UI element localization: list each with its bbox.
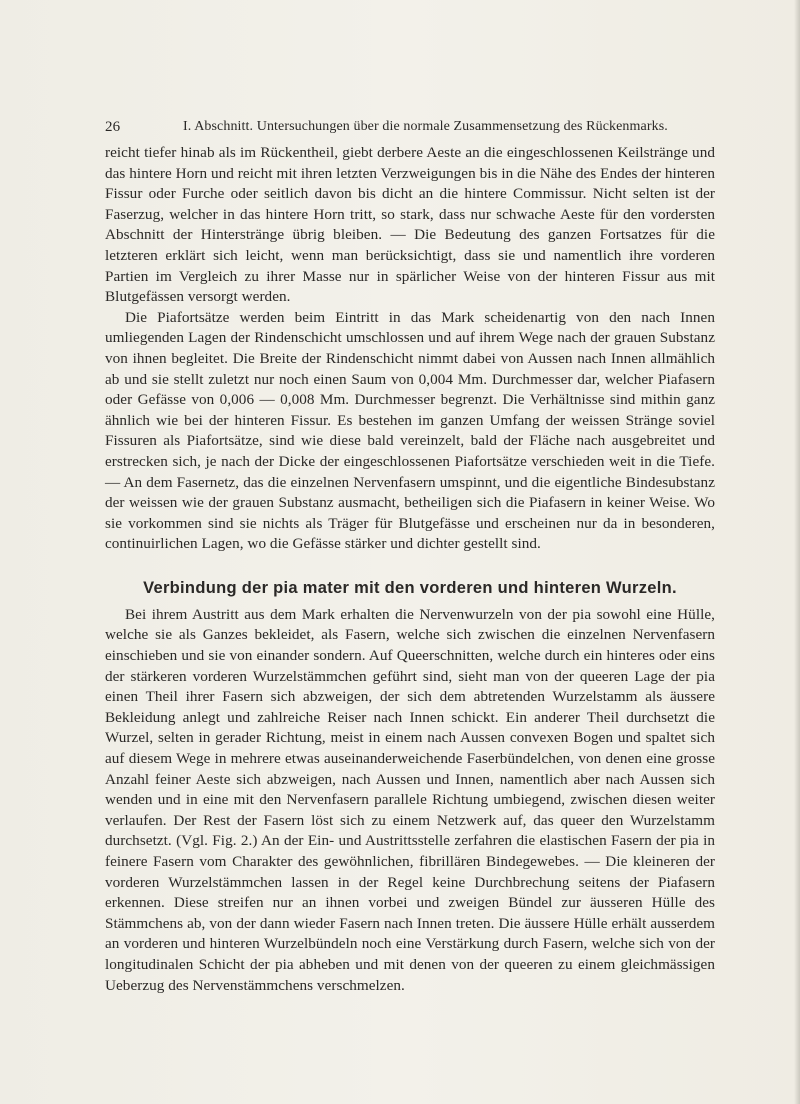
paragraph-piafortsaetze: Die Piafortsätze werden beim Eintritt in das Mark scheidenartig von den nach Innen umliegenden Lagen der Rindenschicht umschlossen und auf ihrem Wege nach der grauen Substanz von ihnen begleitet. Die Breite der Rindenschicht nimmt dabei von Aussen nach Innen allmählich ab und sie stellt zuletzt nur noch einen Saum von 0,004 Mm. Durchmesser dar, welcher Piafasern oder Gefässe von 0,006 — 0,008 Mm. Durchmesser begrenzt. Die Verhältnisse sind mithin ganz ähnlich wie bei der hinteren Fissur. Es bestehen im ganzen Umfang der weissen Stränge soviel Fissuren als Piafortsätze, sind wie diese bald vereinzelt, bald der Fläche nach ausgebreitet und erstrecken sich, je nach der Dicke der eingeschlossenen Piafortsätze verschieden weit in die Tiefe. — An dem Fasernetz, das die einzelnen Nervenfasern umspinnt, und die eigentliche Bindesubstanz der weissen wie der grauen Substanz ausmacht, betheiligen sich die Piafasern in keiner Weise. Wo sie vorkommen sind sie nichts als Träger für Blutgefässe und erscheinen nur da in besonderen, continuirlichen Lagen, wo die Gefässe stärker und dichter gestellt sind.: [105, 308, 715, 553]
page-number: 26: [105, 119, 121, 135]
paragraph-wurzeln: Bei ihrem Austritt aus dem Mark erhalten die Nervenwurzeln von der pia sowohl eine Hülle, welche sie als Ganzes bekleidet, als Fasern, welche sich zwischen die einzelnen Nervenfasern einschieben und sie von einander sondern. Auf Queerschnitten, welche durch ein hinteres oder eins der stärkeren vorderen Wurzelstämmchen geführt sind, sieht man von der queeren Lage der pia einen Theil ihrer Fasern sich abzweigen, der sich dem abtretenden Wurzelstamm als äussere Bekleidung anlegt und zahlreiche Reiser nach Innen schickt. Ein anderer Theil durchsetzt die Wurzel, selten in gerader Richtung, meist in einem nach Aussen convexen Bogen und spaltet sich auf diesem Wege in mehrere etwas auseinanderweichende Faserbündelchen, von denen eine grosse Anzahl feiner Aeste sich abzweigen, nach Aussen und Innen, namentlich aber nach Aussen sich wenden und in eine mit den Nervenfasern parallele Richtung umbiegend, zwischen diesen weiter verlaufen. Der Rest der Fasern löst sich zu einem Netzwerk auf, das queer den Wurzelstamm durchsetzt. (Vgl. Fig. 2.) An der Ein- und Austrittsstelle zerfahren die elastischen Fasern der pia in feinere Fasern vom Charakter des gewöhnlichen, fibrillären Bindegewebes. — Die kleineren der vorderen Wurzelstämmchen lassen in der Regel keine Durchbrechung seitens der Piafasern erkennen. Diese streifen nur an ihnen vorbei und zweigen Bündel zur äusseren Hülle des Stämmchens ab, von der dann wieder Fasern nach Innen treten. Die äussere Hülle erhält ausserdem an vorderen und hinteren Wurzelbündeln noch eine Verstärkung durch Fasern, welche sich von der longitudinalen Schicht der pia abheben und mit denen von der queeren zu einem gleichmässigen Ueberzug des Nervenstämmchens verschmelzen.: [105, 605, 715, 994]
body-text: [105, 143, 715, 996]
section-heading: Verbindung der pia mater mit den vorderen und hinteren Wurzeln.: [143, 578, 677, 597]
running-head: [105, 117, 715, 137]
running-head-title: I. Abschnitt. Untersuchungen über die normale Zusammensetzung des Rückenmarks.: [183, 119, 668, 134]
paragraph-continued: reicht tiefer hinab als im Rückentheil, giebt derbere Aeste an die eingeschlossenen Keilstränge und das hintere Horn und reicht mit ihren letzten Verzweigungen bis in die Nähe des Endes der hinteren Fissur oder Furche oder seitlich davon bis dicht an die hintere Commissur. Nicht selten ist der Faserzug, welcher in das hintere Horn tritt, so stark, dass nur schwache Aeste für den vordersten Abschnitt der Hinterstränge übrig bleiben. — Die Bedeutung des ganzen Fortsatzes für die letzteren erklärt sich leicht, wenn man berücksichtigt, dass sie und namentlich ihre vorderen Partien im Vergleich zu ihrer Masse nur in spärlicher Weise von der hinteren Fissur aus mit Blutgefässen versorgt werden.: [105, 144, 715, 306]
page-edge-shadow: [794, 0, 800, 1104]
